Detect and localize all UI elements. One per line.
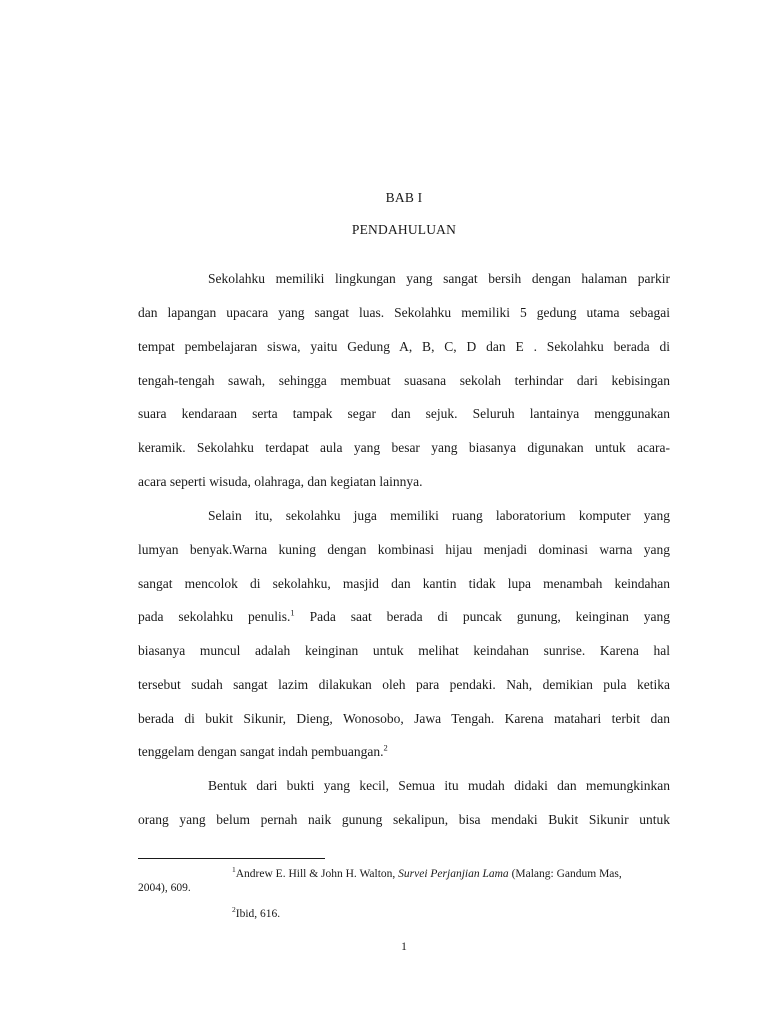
paragraph-1-line-2: dan lapangan upacara yang sangat luas. Sekolahku memiliki 5 gedung utama sebagai: [138, 305, 670, 320]
paragraph-2-line-2: lumyan benyak.Warna kuning dengan kombinasi hijau menjadi dominasi warna yang: [138, 542, 670, 557]
paragraph-3-line-1: Bentuk dari bukti yang kecil, Semua itu mudah didaki dan memungkinkan: [208, 778, 670, 793]
footnote-separator: [138, 858, 325, 859]
paragraph-3-line-2: orang yang belum pernah naik gunung sekalipun, bisa mendaki Bukit Sikunir untuk: [138, 812, 670, 827]
footnote-1-text-after: (Malang: Gandum Mas,: [508, 868, 622, 880]
paragraph-1-line-1: Sekolahku memiliki lingkungan yang sangat bersih dengan halaman parkir: [208, 271, 670, 286]
paragraph-2-line-4: [138, 608, 670, 626]
footnote-2-text: Ibid, 616.: [235, 908, 281, 920]
paragraph-2-line-8: [138, 743, 670, 761]
footnote-1: [232, 866, 622, 882]
paragraph-1-line-3: tempat pembelajaran siswa, yaitu Gedung A, B, C, D dan E . Sekolahku berada di: [138, 339, 670, 354]
footnote-1-book-title: Survei Perjanjian Lama: [398, 868, 509, 880]
line-text-before-footnote-1: pada sekolahku penulis.: [138, 609, 291, 624]
footnote-ref-2: 2: [383, 742, 388, 753]
paragraph-2-line-7: berada di bukit Sikunir, Dieng, Wonosobo, Jawa Tengah. Karena matahari terbit dan: [138, 711, 670, 726]
paragraph-1-line-5: suara kendaraan serta tampak segar dan sejuk. Seluruh lantainya menggunakan: [138, 406, 670, 421]
footnote-1-mark: 1: [232, 865, 236, 875]
chapter-heading: BAB I: [385, 190, 423, 205]
footnote-1-text-before: Andrew E. Hill & John H. Walton,: [235, 868, 399, 880]
paragraph-2-line-3: sangat mencolok di sekolahku, masjid dan kantin tidak lupa menambah keindahan: [138, 576, 670, 591]
footnote-2: [232, 906, 280, 922]
paragraph-2-line-6: tersebut sudah sangat lazim dilakukan oleh para pendaki. Nah, demikian pula ketika: [138, 677, 670, 692]
chapter-title: PENDAHULUAN: [351, 222, 457, 237]
line-text-before-footnote-2: tenggelam dengan sangat indah pembuangan.: [138, 744, 384, 759]
paragraph-2-line-1: Selain itu, sekolahku juga memiliki ruang laboratorium komputer yang: [208, 508, 670, 523]
paragraph-1-line-6: keramik. Sekolahku terdapat aula yang besar yang biasanya digunakan untuk acara-: [138, 440, 670, 455]
footnote-2-mark: 2: [232, 905, 236, 915]
paragraph-1-line-7: acara seperti wisuda, olahraga, dan kegiatan lainnya.: [138, 474, 423, 489]
page-number: 1: [401, 941, 407, 953]
footnote-1-continuation: 2004), 609.: [138, 882, 191, 894]
line-text-after-footnote-1: Pada saat berada di puncak gunung, keinginan yang: [294, 609, 670, 624]
paragraph-1-line-4: tengah-tengah sawah, sehingga membuat suasana sekolah terhindar dari kebisingan: [138, 373, 670, 388]
paragraph-2-line-5: biasanya muncul adalah keinginan untuk melihat keindahan sunrise. Karena hal: [138, 643, 670, 658]
footnote-ref-1: 1: [290, 607, 295, 618]
